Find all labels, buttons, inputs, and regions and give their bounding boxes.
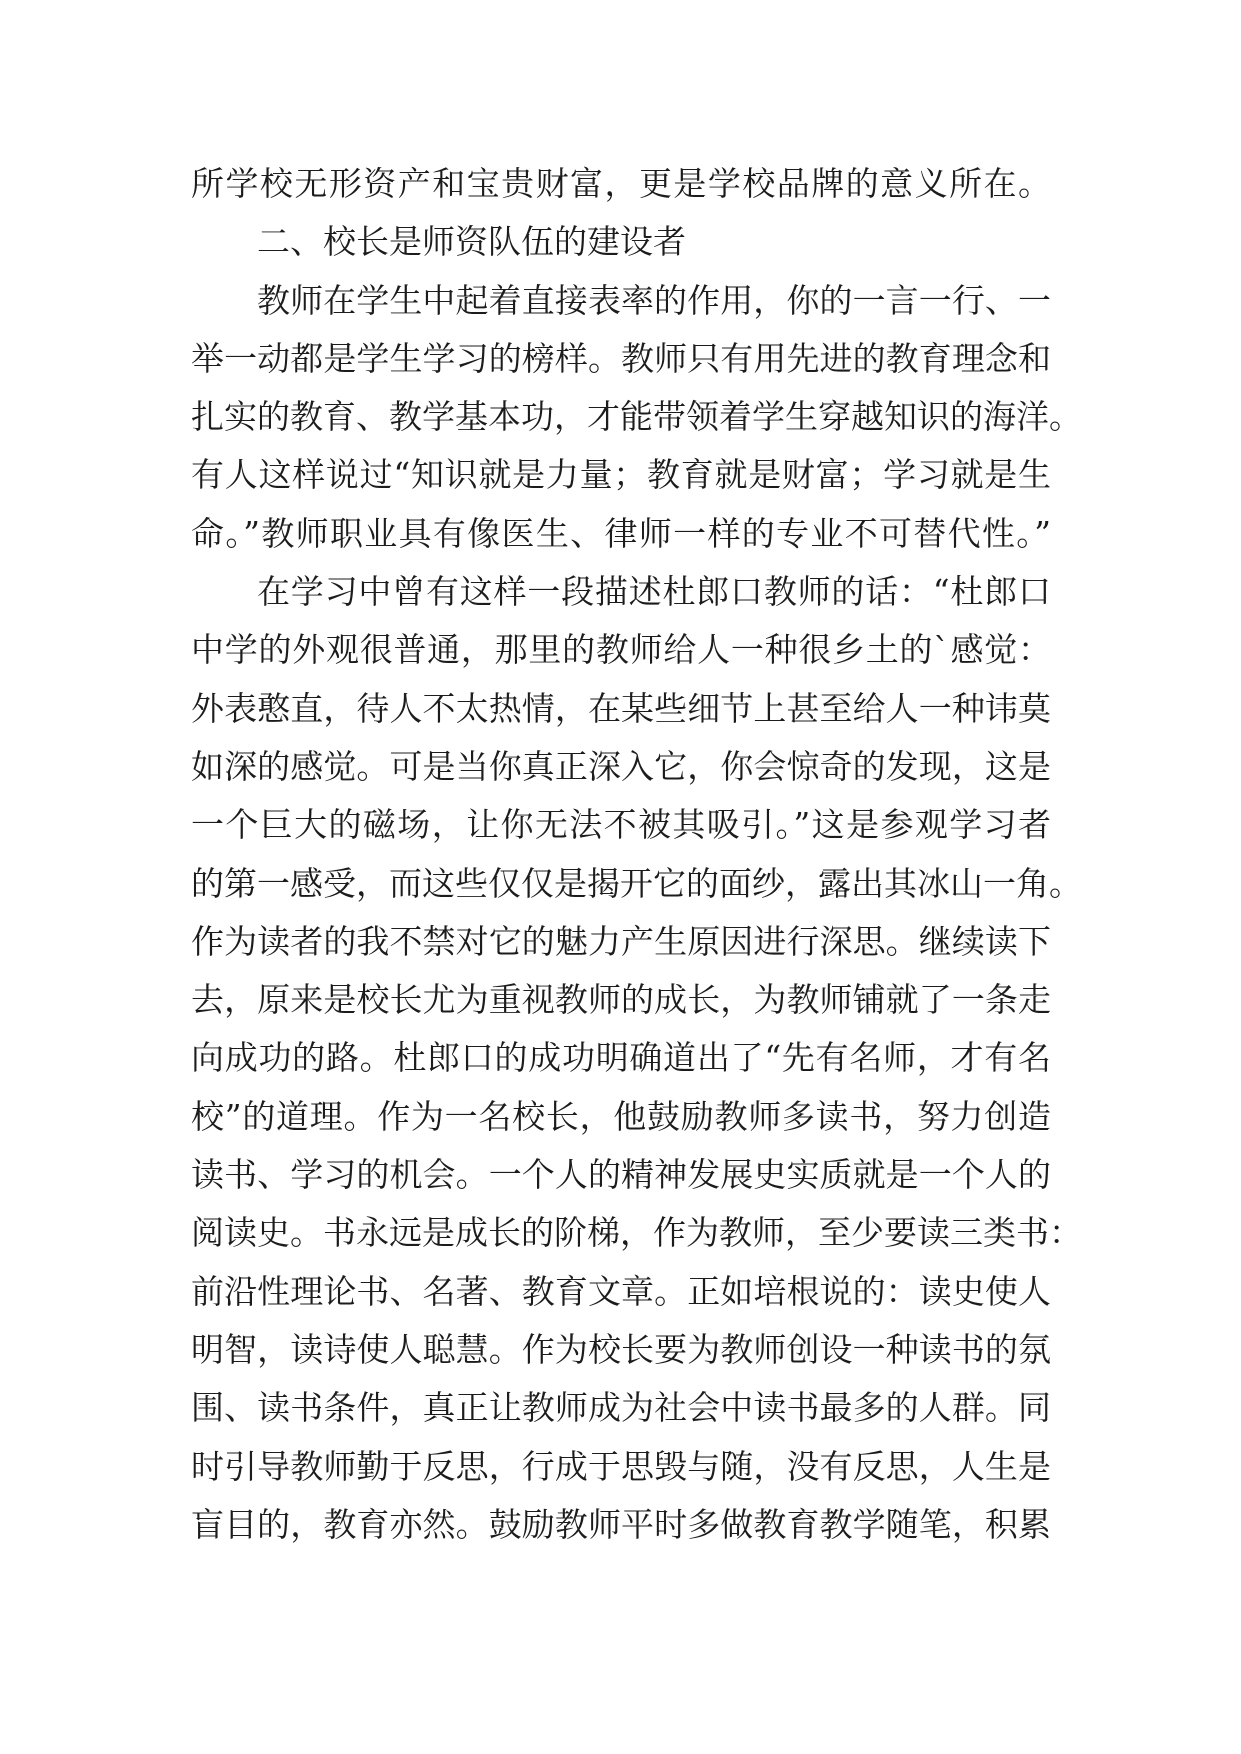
text-line: 向成功的路。杜郎口的成功明确道出了“先有名师，才有名 [191, 1038, 1051, 1078]
text-line: 扎实的教育、教学基本功，才能带领着学生穿越知识的海洋。 [191, 397, 1082, 437]
paragraph-first-line: 教师在学生中起着直接表率的作用，你的一言一行、一 [257, 280, 1051, 320]
text-line: 外表憨直，待人不太热情，在某些细节上甚至给人一种讳莫 [191, 688, 1051, 728]
text-line: 校”的道理。作为一名校长，他鼓励教师多读书，努力创造 [191, 1096, 1051, 1136]
text-line: 去，原来是校长尤为重视教师的成长，为教师铺就了一条走 [191, 980, 1051, 1020]
text-line: 盲目的，教育亦然。鼓励教师平时多做教育教学随笔，积累 [191, 1504, 1051, 1544]
text-line: 命。”教师职业具有像医生、律师一样的专业不可替代性。” [191, 513, 1051, 553]
text-line: 前沿性理论书、名著、教育文章。正如培根说的：读史使人 [191, 1271, 1051, 1311]
text-line: 一个巨大的磁场，让你无法不被其吸引。”这是参观学习者 [191, 805, 1051, 845]
text-line: 明智，读诗使人聪慧。作为校长要为教师创设一种读书的氛 [191, 1329, 1051, 1369]
text-line: 的第一感受，而这些仅仅是揭开它的面纱，露出其冰山一角。 [191, 863, 1082, 903]
text-line: 所学校无形资产和宝贵财富，更是学校品牌的意义所在。 [191, 164, 1051, 203]
text-line: 阅读史。书永远是成长的阶梯，作为教师，至少要读三类书： [191, 1213, 1082, 1253]
text-line: 举一动都是学生学习的榜样。教师只有用先进的教育理念和 [191, 338, 1051, 378]
paragraph-first-line: 在学习中曾有这样一段描述杜郎口教师的话：“杜郎口 [257, 572, 1051, 612]
text-line: 围、读书条件，真正让教师成为社会中读书最多的人群。同 [191, 1388, 1051, 1428]
text-line: 有人这样说过“知识就是力量；教育就是财富；学习就是生 [191, 455, 1051, 495]
text-line: 读书、学习的机会。一个人的精神发展史实质就是一个人的 [191, 1155, 1051, 1195]
text-line: 时引导教师勤于反思，行成于思毁与随，没有反思，人生是 [191, 1446, 1051, 1486]
text-line: 中学的外观很普通，那里的教师给人一种很乡土的`感觉： [191, 630, 1051, 670]
section-heading: 二、校长是师资队伍的建设者 [257, 222, 686, 262]
text-line: 作为读者的我不禁对它的魅力产生原因进行深思。继续读下 [191, 921, 1051, 961]
text-line: 如深的感觉。可是当你真正深入它，你会惊奇的发现，这是 [191, 746, 1051, 786]
body-text [191, 155, 1082, 1554]
